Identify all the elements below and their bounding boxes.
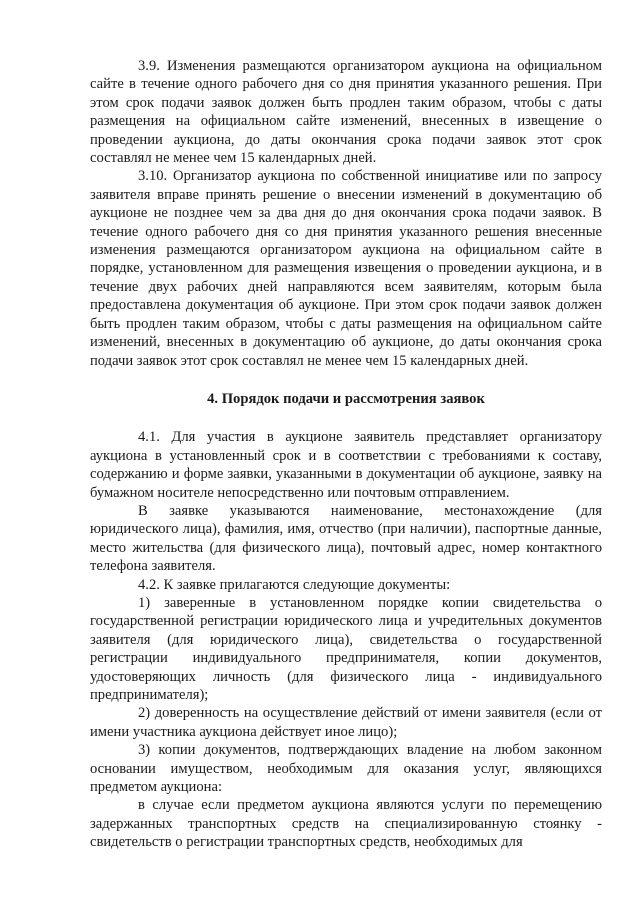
paragraph-3-10: 3.10. Организатор аукциона по собственной инициативе или по запросу заявителя вправе принять решение о внесении изменений в документацию об аукционе не позднее чем за два дня до дня окончания срока подачи заявок. В течение одного рабочего дня со дня принятия указанного решения внесенные изменения размещаются организатором аукциона на официальном сайте в порядке, установленном для размещения извещения о проведении аукциона, и в течение двух рабочих дней направляются всем заявителям, которым была предоставлена документация об аукционе. При этом срок подачи заявок должен быть продлен таким образом, чтобы с даты размещения на официальном сайте изменений, внесенных в документацию об аукционе, до даты окончания срока подачи заявок этот срок составлял не менее чем 15 календарных дней. <box>90 168 602 369</box>
section-heading: 4. Порядок подачи и рассмотрения заявок <box>207 390 485 407</box>
paragraph-3-9: 3.9. Изменения размещаются организатором аукциона на официальном сайте в течение одного рабочего дня со дня принятия указанного решения. При этом срок подачи заявок должен быть продлен таким образом, чтобы с даты размещения на официальном сайте изменений, внесенных в извещение о проведении аукциона, до даты окончания срока подачи заявок этот срок составлял не менее чем 15 календарных дней. <box>90 58 602 167</box>
paragraph-4-2: 4.2. К заявке прилагаются следующие документы: <box>138 576 451 593</box>
list-item-1: 1) заверенные в установленном порядке копии свидетельства о государственной регистрации юридического лица и учредительных документов заявителя (для юридического лица), свидетельства о государственной регистрации индивидуального предпринимателя, копии документов, удостоверяющих личность (для физического лица - индивидуального предпринимателя); <box>90 594 602 703</box>
list-item-3: 3) копии документов, подтверждающих владение на любом законном основании имуществом, необходимым для оказания услуг, являющихся предметом аукциона: <box>90 742 602 796</box>
paragraph-4-1: 4.1. Для участия в аукционе заявитель представляет организатору аукциона в установленный срок и в соответствии с требованиями к составу, содержанию и форме заявки, указанными в документации об аукционе, заявку на бумажном носителе непосредственно или почтовым отправлением. <box>90 429 602 501</box>
paragraph-application-contents: В заявке указываются наименование, местонахождение (для юридического лица), фамилия, имя, отчество (при наличии), паспортные данные, место жительства (для физического лица), почтовый адрес, номер контактного телефона заявителя. <box>90 502 602 575</box>
document-page <box>90 57 602 852</box>
paragraph-vehicle-case: в случае если предметом аукциона являются услуги по перемещению задержанных транспортных средств на специализированную стоянку - свидетельств о регистрации транспортных средств, необходимых для <box>90 797 602 851</box>
list-item-2: 2) доверенность на осуществление действий от имени заявителя (если от имени участника аукциона действует иное лицо); <box>90 705 602 740</box>
